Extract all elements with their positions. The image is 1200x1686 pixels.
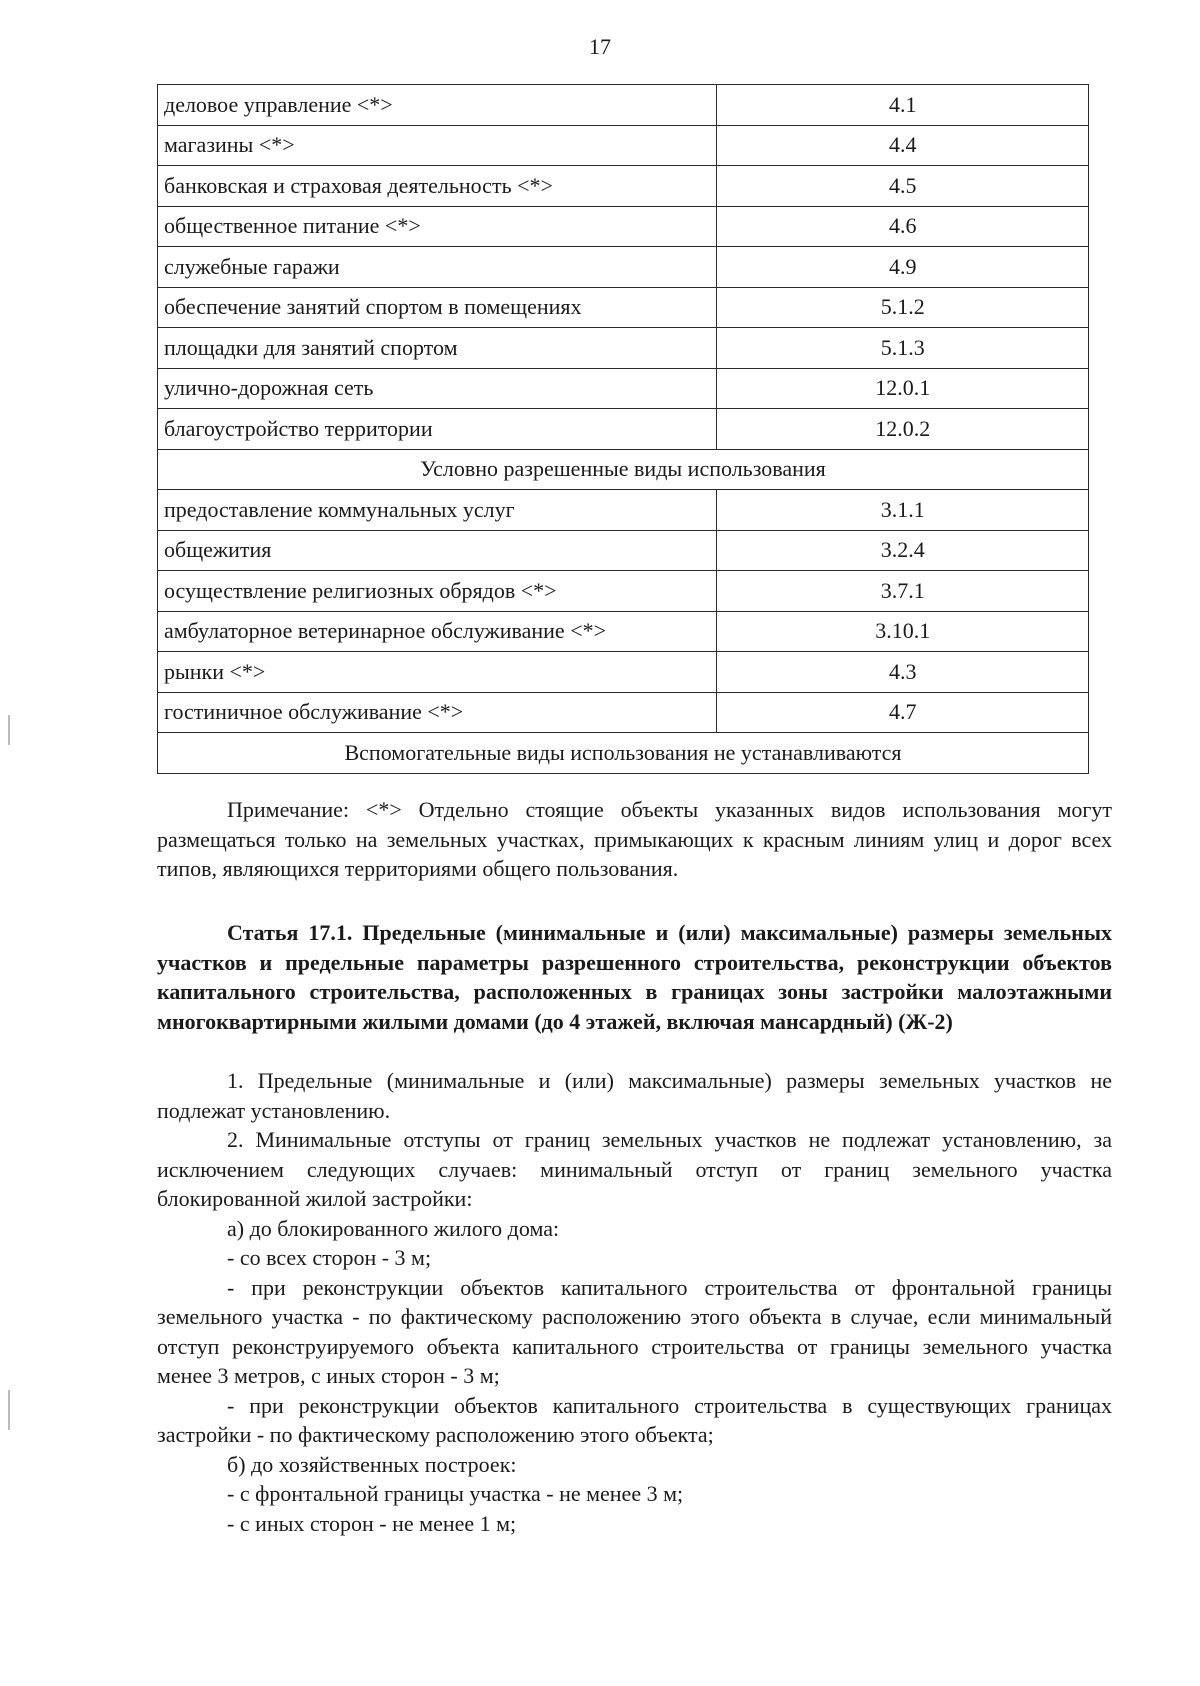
- paragraph: - с иных сторон - не менее 1 м;: [227, 1510, 517, 1536]
- paragraph: - при реконструкции объектов капитального строительства от фронтальной границы земельного участка - по фактическому расположению этого объекта в случае, если минимальный отступ реконструируемого объекта капитального строительства от границы земельного участка менее 3 метров, с иных сторон - 3 м;: [157, 1274, 1112, 1388]
- use-name: общежития: [158, 530, 717, 571]
- use-code: 3.1.1: [717, 490, 1089, 531]
- use-name: рынки <*>: [158, 652, 717, 693]
- use-code: 4.5: [717, 166, 1089, 207]
- use-code: 4.7: [717, 692, 1089, 733]
- table-section-header: [158, 449, 1089, 490]
- use-name: магазины <*>: [158, 125, 717, 166]
- use-name: площадки для занятий спортом: [158, 328, 717, 369]
- use-name: амбулаторное ветеринарное обслуживание <*>: [158, 611, 717, 652]
- use-code: 5.1.3: [717, 328, 1089, 369]
- table-row: [158, 490, 1089, 531]
- conditional-uses-header: Условно разрешенные виды использования: [158, 449, 1089, 490]
- page-number: 17: [589, 34, 611, 59]
- paragraph: - с фронтальной границы участка - не менее 3 м;: [227, 1481, 684, 1506]
- use-code: 5.1.2: [717, 287, 1089, 328]
- use-name: служебные гаражи: [158, 247, 717, 288]
- use-code: 3.2.4: [717, 530, 1089, 571]
- scan-margin-mark: [8, 1390, 10, 1430]
- table-note: [157, 795, 1112, 884]
- use-name: гостиничное обслуживание <*>: [158, 692, 717, 733]
- table-row: [158, 206, 1089, 247]
- table-row: [158, 85, 1089, 126]
- land-use-table: [157, 84, 1089, 774]
- table-row: [158, 247, 1089, 288]
- table-row: [158, 328, 1089, 369]
- auxiliary-uses-footer: Вспомогательные виды использования не устанавливаются: [158, 733, 1089, 774]
- table-section-footer: [158, 733, 1089, 774]
- paragraph: 1. Предельные (минимальные и (или) максимальные) размеры земельных участков не подлежат установлению.: [157, 1068, 1112, 1123]
- use-code: 4.6: [717, 206, 1089, 247]
- note-paragraph: Примечание: <*> Отдельно стоящие объекты указанных видов использования могут размещаться только на земельных участках, примыкающих к красным линиям улиц и дорог всех типов, являющихся территориями общего пользования.: [157, 797, 1112, 881]
- paragraph: б) до хозяйственных построек:: [227, 1451, 517, 1477]
- table-row: [158, 125, 1089, 166]
- paragraph: а) до блокированного жилого дома:: [227, 1215, 560, 1241]
- use-code: 4.4: [717, 125, 1089, 166]
- table-row: [158, 611, 1089, 652]
- table-row: [158, 692, 1089, 733]
- use-code: 4.9: [717, 247, 1089, 288]
- table-row: [158, 409, 1089, 450]
- article-body: [157, 1066, 1112, 1538]
- scan-margin-mark: [8, 715, 10, 745]
- table-row: [158, 287, 1089, 328]
- use-code: 12.0.2: [717, 409, 1089, 450]
- use-name: предоставление коммунальных услуг: [158, 490, 717, 531]
- use-code: 12.0.1: [717, 368, 1089, 409]
- table-row: [158, 571, 1089, 612]
- table-row: [158, 652, 1089, 693]
- use-name: благоустройство территории: [158, 409, 717, 450]
- use-code: 4.3: [717, 652, 1089, 693]
- use-name: осуществление религиозных обрядов <*>: [158, 571, 717, 612]
- paragraph: 2. Минимальные отступы от границ земельных участков не подлежат установлению, за исключением следующих случаев: минимальный отступ от границ земельного участка блокированной жилой застройки:: [157, 1127, 1112, 1211]
- paragraph: - при реконструкции объектов капитального строительства в существующих границах застройки - по фактическому расположению этого объекта;: [157, 1392, 1112, 1447]
- use-name: обеспечение занятий спортом в помещениях: [158, 287, 717, 328]
- use-name: общественное питание <*>: [158, 206, 717, 247]
- use-code: 4.1: [717, 85, 1089, 126]
- use-name: банковская и страховая деятельность <*>: [158, 166, 717, 207]
- article-title: Статья 17.1. Предельные (минимальные и (или) максимальные) размеры земельных участков и предельные параметры разрешенного строительства, реконструкции объектов капитального строительства, расположенных в границах зоны застройки малоэтажными многоквартирными жилыми домами (до 4 этажей, включая мансардный) (Ж-2): [157, 920, 1112, 1034]
- table-row: [158, 166, 1089, 207]
- use-code: 3.10.1: [717, 611, 1089, 652]
- table-row: [158, 368, 1089, 409]
- use-name: деловое управление <*>: [158, 85, 717, 126]
- paragraph: - со всех сторон - 3 м;: [227, 1245, 432, 1270]
- table-row: [158, 530, 1089, 571]
- use-code: 3.7.1: [717, 571, 1089, 612]
- use-name: улично-дорожная сеть: [158, 368, 717, 409]
